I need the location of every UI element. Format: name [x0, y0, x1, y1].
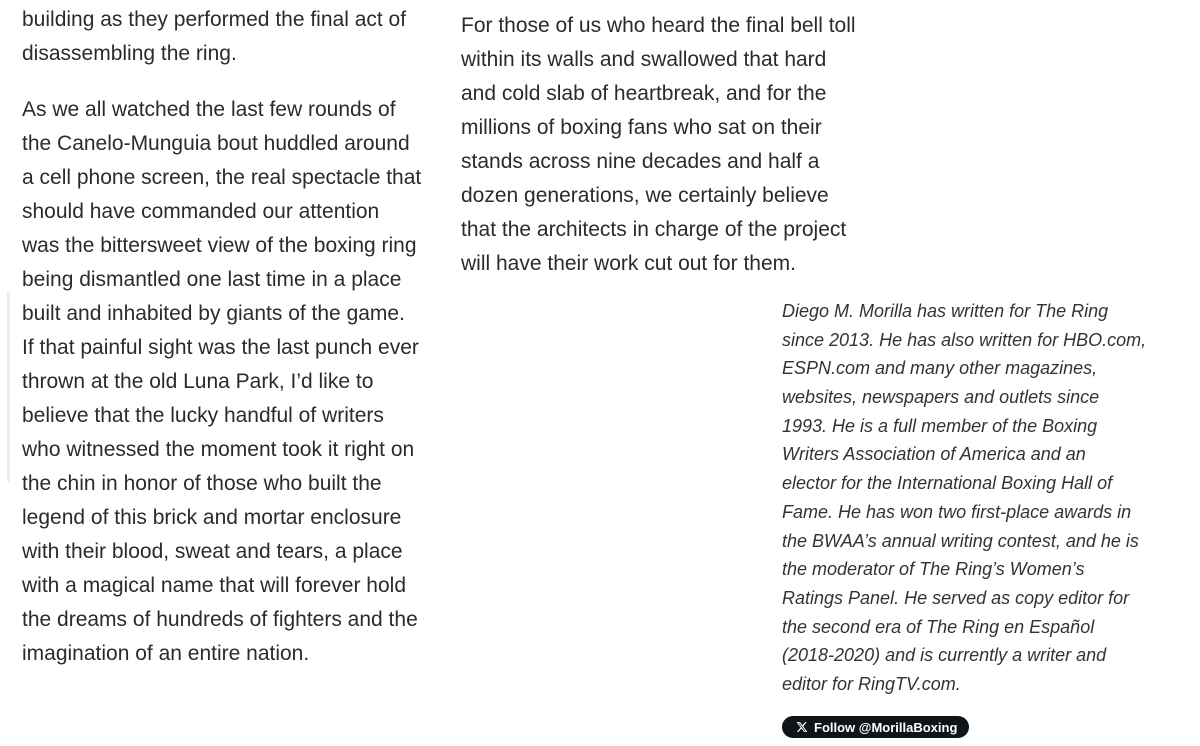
bio-line: editor for RingTV.com.	[782, 673, 961, 694]
bio-line: elector for the International Boxing Hall of	[782, 473, 1113, 494]
text-line: believe that the lucky handful of writers	[22, 404, 384, 427]
text-line: a cell phone screen, the real spectacle that	[22, 166, 422, 189]
text-line: For those of us who heard the final bell toll	[461, 14, 856, 37]
article-paragraph	[461, 9, 881, 281]
text-line: dozen generations, we certainly believe	[461, 184, 829, 207]
text-line: the Canelo-Munguia bout huddled around	[22, 132, 410, 155]
text-line: should have commanded our attention	[22, 200, 380, 223]
follow-author-button[interactable]	[782, 716, 969, 738]
bio-line: (2018-2020) and is currently a writer and	[782, 645, 1107, 666]
text-line: If that painful sight was the last punch ever	[22, 336, 419, 359]
text-line: who witnessed the moment took it right on	[22, 438, 415, 461]
x-logo-icon	[796, 721, 808, 733]
text-line: with a magical name that will forever hold	[22, 574, 407, 597]
text-line: and cold slab of heartbreak, and for the	[461, 82, 827, 105]
text-line: imagination of an entire nation.	[22, 642, 310, 665]
text-line: stands across nine decades and half a	[461, 150, 820, 173]
scroll-edge-indicator	[7, 292, 10, 482]
text-line: legend of this brick and mortar enclosure	[22, 506, 402, 529]
bio-line: ESPN.com and many other magazines,	[782, 358, 1098, 379]
text-line: As we all watched the last few rounds of	[22, 98, 396, 121]
text-line: building as they performed the final act of	[22, 8, 407, 31]
text-line: within its walls and swallowed that hard	[461, 48, 827, 71]
text-line: thrown at the old Luna Park, I’d like to	[22, 370, 374, 393]
bio-line: websites, newspapers and outlets since	[782, 387, 1100, 408]
text-line: the chin in honor of those who built the	[22, 472, 382, 495]
bio-line: the second era of The Ring en Español	[782, 616, 1095, 637]
bio-line: Diego M. Morilla has written for The Ring	[782, 301, 1109, 321]
bio-line: Ratings Panel. He served as copy editor for	[782, 587, 1130, 608]
bio-line: the BWAA’s annual writing contest, and he is	[782, 530, 1139, 551]
article-right-column	[461, 9, 881, 281]
text-line: built and inhabited by giants of the game.	[22, 302, 405, 325]
text-line: being dismantled one last time in a place	[22, 268, 402, 291]
bio-line: Fame. He has won two first-place awards in	[782, 501, 1132, 522]
text-line: with their blood, sweat and tears, a place	[22, 540, 403, 563]
author-bio	[782, 297, 1194, 699]
text-line: disassembling the ring.	[22, 42, 237, 65]
text-line: millions of boxing fans who sat on their	[461, 116, 822, 139]
bio-line: since 2013. He has also written for HBO.com,	[782, 329, 1147, 350]
bio-line: Writers Association of America and an	[782, 444, 1086, 465]
follow-button-label: Follow @MorillaBoxing	[814, 719, 958, 735]
text-line: the dreams of hundreds of fighters and the	[22, 608, 418, 631]
text-line: will have their work cut out for them.	[461, 252, 796, 275]
article-paragraph	[22, 3, 442, 71]
text-line: that the architects in charge of the project	[461, 218, 847, 241]
article-paragraph	[22, 93, 442, 671]
text-line: was the bittersweet view of the boxing ring	[22, 234, 417, 257]
bio-line: the moderator of The Ring’s Women’s	[782, 559, 1085, 580]
article-left-column	[22, 3, 442, 671]
bio-line: 1993. He is a full member of the Boxing	[782, 415, 1098, 436]
